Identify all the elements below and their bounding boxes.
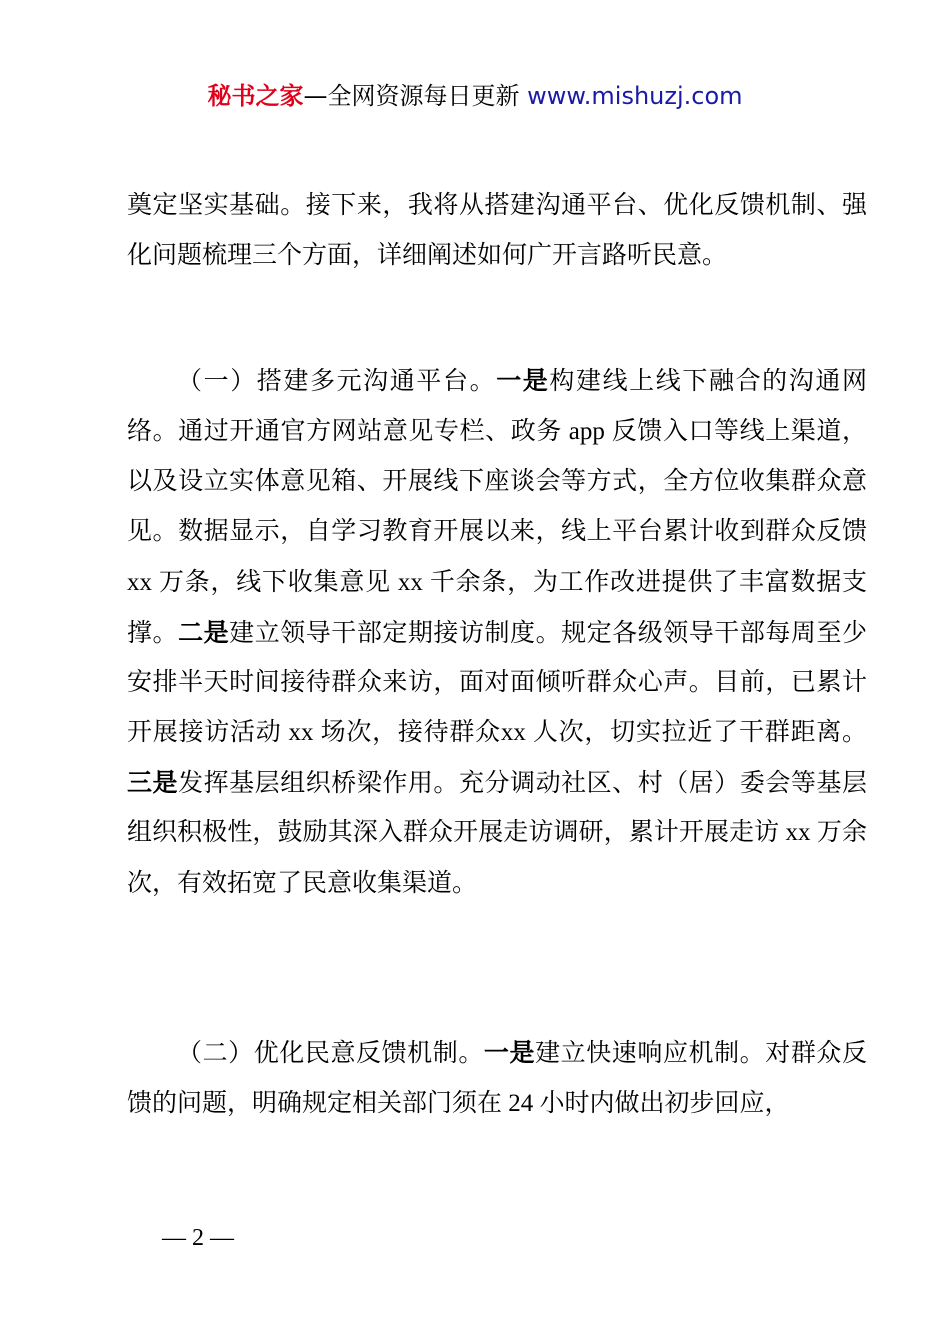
- section1-text: 建立领导干部定期接访制度。规定各级领导干部每周至少安排半天时间接待群众来访，面对面倾听群众心声。目前，已累计开展接访活动: [127, 617, 867, 746]
- section1-paragraph: [127, 356, 867, 908]
- section2-text: 小时内做出初步回应，: [539, 1087, 790, 1117]
- site-brand: 秘书之家: [207, 82, 304, 110]
- section1-latin: xx: [281, 718, 321, 746]
- section1-latin: xx: [127, 568, 160, 596]
- section1-text: 构建线上线下融合的沟通网络。通过开通官方网站意见专栏、政务: [127, 366, 867, 445]
- section1-latin: app: [561, 417, 612, 445]
- section2-heading: （二）优化民意反馈机制。: [177, 1038, 484, 1067]
- section1-text: 反馈入口等线上渠道，以及设立实体意见箱、开展线下座谈会等方式，全方位收集群众意见。数据显示，自学习教育开展以来，线上平台累计收到群众反馈: [127, 415, 867, 546]
- section1-text: 人次，切实拉近了干群距离。: [532, 716, 867, 746]
- section1-text: 千余条，为工作改进提供了丰富数据支撑。: [127, 566, 867, 647]
- section1-point2-marker: 二是: [178, 617, 230, 647]
- intro-paragraph: [127, 180, 867, 279]
- section1-text: 场次，接待群众: [320, 716, 501, 746]
- section1-text: 万条，线下收集意见: [159, 566, 391, 596]
- page-number: — 2 —: [162, 1225, 234, 1251]
- section1-point3-marker: 三是: [127, 767, 179, 797]
- section2-text: 建立快速响应机制。对群众反馈的问题，明确规定相关部门须在: [127, 1038, 867, 1117]
- intro-text: 奠定坚实基础。接下来，我将从搭建沟通平台、优化反馈机制、强化问题梳理三个方面，详细阐述如何广开言路听民意。: [127, 190, 867, 269]
- section1-text: 发挥基层组织桥梁作用。充分调动社区、村（居）委会等基层组织积极性，鼓励其深入群众开展走访调研，累计开展走访: [127, 767, 867, 847]
- section1-latin: xx: [500, 718, 533, 746]
- site-url[interactable]: www.mishuzj.com: [519, 82, 743, 110]
- site-slogan: —全网资源每日更新: [303, 82, 520, 110]
- section1-latin: xx: [779, 819, 817, 847]
- section1-latin: xx: [390, 568, 430, 596]
- section2-point1-marker: 一是: [483, 1038, 536, 1067]
- section2-paragraph: [127, 1028, 867, 1128]
- site-header: [0, 78, 950, 114]
- section1-heading: （一）搭建多元沟通平台。: [177, 366, 497, 395]
- section2-latin: 24: [502, 1089, 540, 1117]
- section1-text: 万余次，有效拓宽了民意收集渠道。: [127, 817, 867, 898]
- section1-point1-marker: 一是: [496, 366, 550, 395]
